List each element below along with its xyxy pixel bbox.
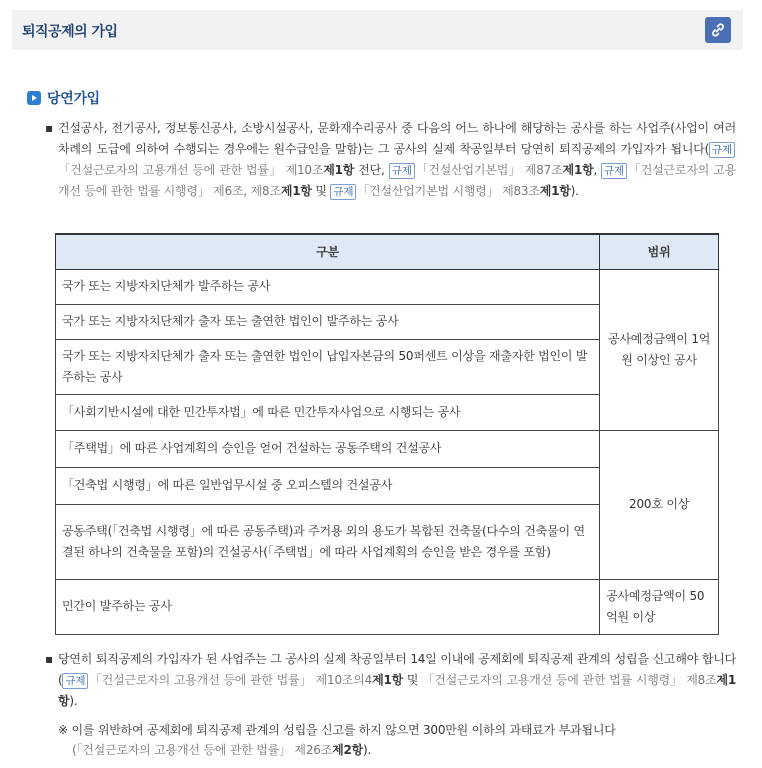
table-header-row (56, 234, 719, 269)
table-cell: 국가 또는 지방자치단체가 출자 또는 출연한 법인이 납입자본금의 50퍼센트 이상을 재출자한 법인이 발주하는 공사 (56, 339, 600, 394)
table-row (56, 269, 719, 304)
scope-cell: 공사예정금액이 50억원 이상 (600, 579, 719, 634)
law-clause: 제2항 (332, 743, 364, 757)
law-link[interactable]: 「건설근로자의 고용개선 등에 관한 법률」 제10조의4 (89, 673, 373, 687)
law-link[interactable]: 「건설근로자의 고용개선 등에 관한 법률 시행령」 제6조, 제8조 (58, 163, 736, 198)
table-cell: 「주택법」에 따른 사업계획의 승인을 얻어 건설하는 공동주택의 건설공사 (56, 430, 600, 467)
law-link[interactable]: (「건설근로자의 고용개선 등에 관한 법률」 제26조 (72, 743, 333, 757)
scope-cell: 200호 이상 (600, 430, 719, 579)
scope-cell: 공사예정금액이 1억원 이상인 공사 (600, 269, 719, 430)
link-icon (710, 22, 726, 38)
paragraph-text: 및 (403, 673, 423, 687)
paragraph-text: 건설공사, 전기공사, 정보통신공사, 소방시설공사, 문화재수리공사 중 다음의 어느 하나에 해당하는 공사를 하는 사업주(사업이 여러 차례의 도급에 의하여 수행되는 경우에는 원수급인을 말함)는 그 공사의 실제 착공일부터 당연히 퇴직공제의 가입자가 됩니다( (58, 121, 736, 156)
table-cell: 「건축법 시행령」에 따른 일반업무시설 중 오피스텔의 건설공사 (56, 467, 600, 504)
table-row (56, 430, 719, 467)
column-header-category: 구분 (56, 234, 600, 269)
paragraph-text: ). (69, 694, 78, 708)
regulation-tag[interactable]: 규제 (62, 673, 88, 689)
regulation-tag[interactable]: 규제 (330, 184, 356, 200)
note-text: 이를 위반하여 공제회에 퇴직공제 관계의 성립을 신고를 하지 않으면 300만원 이하의 과태료가 부과됩니다 (67, 723, 616, 737)
law-clause: 제1항 (323, 163, 355, 177)
paragraph-text: 전단, (354, 163, 389, 177)
paragraph-report-obligation (45, 649, 736, 712)
section-heading (27, 88, 100, 108)
table-cell: 국가 또는 지방자치단체가 출자 또는 출연한 법인이 발주하는 공사 (56, 304, 600, 339)
regulation-tag[interactable]: 규제 (709, 142, 735, 158)
law-clause: 제1항 (539, 184, 571, 198)
table-cell: 국가 또는 지방자치단체가 발주하는 공사 (56, 269, 600, 304)
law-clause: 제1항 (562, 163, 594, 177)
paragraph-mandatory-subscription (45, 118, 736, 202)
regulation-tag[interactable]: 규제 (389, 163, 415, 179)
table-cell: 「사회기반시설에 대한 민간투자법」에 따른 민간투자사업으로 시행되는 공사 (56, 394, 600, 430)
page-header (12, 10, 743, 50)
table-cell: 공동주택(「건축법 시행령」에 따른 공동주택)과 주거용 외의 용도가 복합된 건축물(다수의 건축물이 연결된 하나의 건축물을 포함)의 건설공사(「주택법」에 따라 사업계획의 승인을 받은 경우를 포함) (56, 504, 600, 579)
bullet-icon: ▪ (45, 652, 53, 666)
scope-table (55, 233, 719, 635)
law-clause: 제1항 (372, 673, 404, 687)
copy-link-button[interactable] (705, 17, 731, 43)
law-link[interactable]: 「건설산업기본법 시행령」 제83조 (357, 184, 540, 198)
paragraph-text: 및 (311, 184, 331, 198)
bullet-icon: ▪ (45, 121, 53, 135)
note-text: ). (363, 743, 372, 757)
paragraph-text: , (593, 163, 602, 177)
column-header-scope: 범위 (600, 234, 719, 269)
law-clause: 제1항 (58, 673, 736, 708)
table-cell: 민간이 발주하는 공사 (56, 579, 600, 634)
law-link[interactable]: 「건설근로자의 고용개선 등에 관한 법률 시행령」 제8조 (422, 673, 717, 687)
paragraph-text: 당연히 퇴직공제의 가입자가 된 사업주는 그 공사의 실제 착공일부터 14일 이내에 공제회에 퇴직공제 관계의 성립을 신고해야 합니다( (58, 652, 736, 687)
page-title: 퇴직공제의 가입 (22, 24, 118, 40)
paragraph-text: ). (570, 184, 579, 198)
regulation-tag[interactable]: 규제 (601, 163, 627, 179)
law-link[interactable]: 「건설산업기본법」 제87조 (415, 163, 563, 177)
play-bullet-icon (27, 91, 41, 105)
section-title: 당연가입 (47, 91, 100, 107)
note-mark: ※ (58, 723, 68, 737)
law-link[interactable]: 「건설근로자의 고용개선 등에 관한 법률」 제10조 (58, 163, 324, 177)
penalty-note (58, 720, 736, 760)
table-row (56, 579, 719, 634)
law-clause: 제1항 (280, 184, 312, 198)
